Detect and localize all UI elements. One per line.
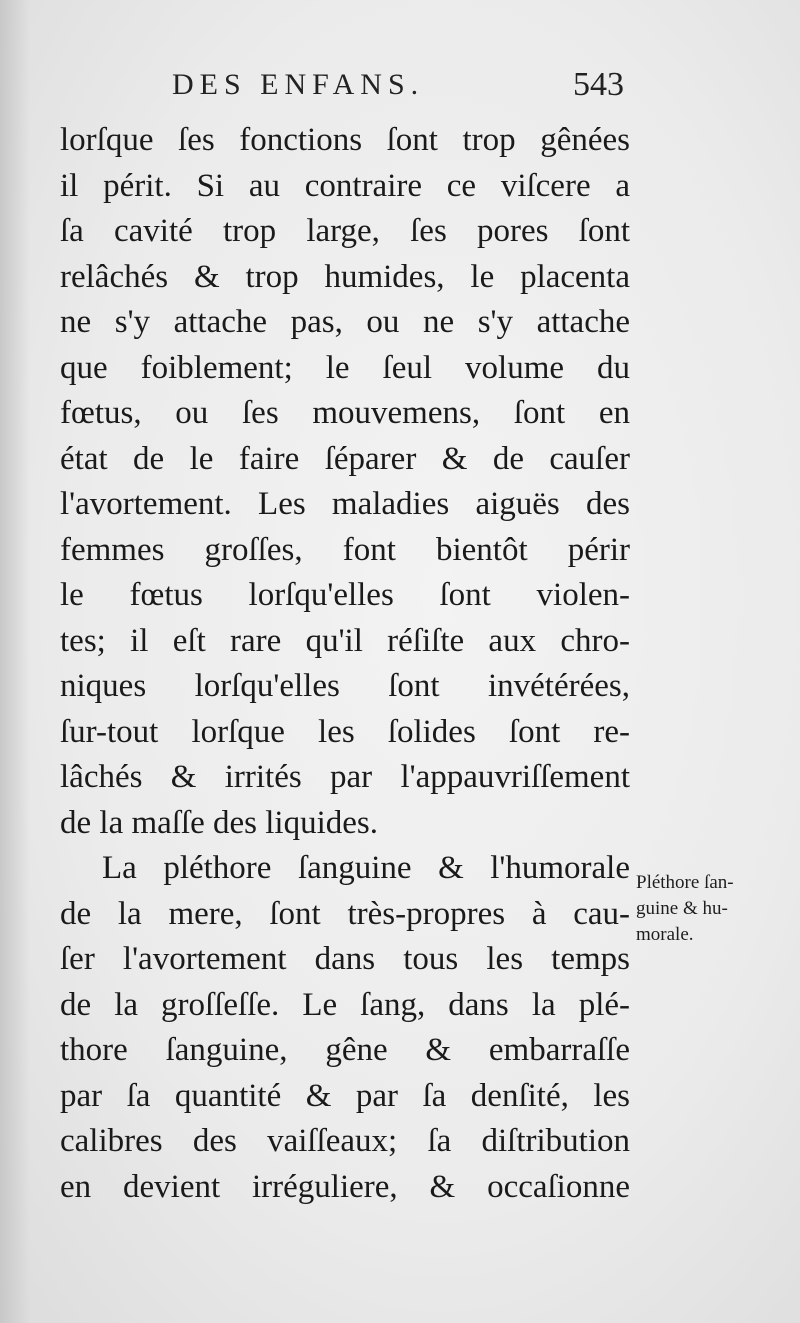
running-head: DES ENFANS. bbox=[172, 68, 425, 101]
text-line: lâchés & irrités par l'appauvriſſement bbox=[60, 759, 630, 795]
text-line: lorſque ſes fonctions ſont trop gênées bbox=[60, 122, 630, 158]
margin-note bbox=[636, 870, 786, 948]
text-line: tes; il eſt rare qu'il réſiſte aux chro- bbox=[60, 622, 630, 659]
text-line: ſa cavité trop large, ſes pores ſont bbox=[60, 213, 630, 249]
text-line: de la maſſe des liquides. bbox=[60, 804, 378, 841]
paragraph-1 bbox=[60, 118, 630, 846]
text-line: ſer l'avortement dans tous les temps bbox=[60, 941, 630, 977]
text-line: La pléthore ſanguine & l'humorale bbox=[102, 850, 630, 886]
page-number: 543 bbox=[573, 66, 624, 103]
body-text bbox=[60, 118, 630, 1210]
text-line: en devient irréguliere, & occaſionne bbox=[60, 1168, 630, 1205]
gutter-shadow bbox=[0, 0, 30, 1323]
text-line: calibres des vaiſſeaux; ſa diſtribution bbox=[60, 1123, 630, 1159]
text-line: relâchés & trop humides, le placenta bbox=[60, 258, 630, 295]
text-line: ſur-tout lorſque les ſolides ſont re- bbox=[60, 713, 630, 750]
paragraph-2 bbox=[60, 846, 630, 1210]
margin-note-line: Pléthore ſan- bbox=[636, 872, 734, 893]
text-line: thore ſanguine, gêne & embarraſſe bbox=[60, 1032, 630, 1068]
text-line: niques lorſqu'elles ſont invétérées, bbox=[60, 668, 630, 704]
text-line: que foiblement; le ſeul volume du bbox=[60, 349, 630, 386]
text-line: de la mere, ſont très-propres à cau- bbox=[60, 895, 630, 932]
text-line: fœtus, ou ſes mouvemens, ſont en bbox=[60, 395, 630, 431]
text-line: état de le faire ſéparer & de cauſer bbox=[60, 440, 630, 477]
text-line: le fœtus lorſqu'elles ſont violen- bbox=[60, 577, 630, 613]
text-line: par ſa quantité & par ſa denſité, les bbox=[60, 1077, 630, 1114]
text-line: femmes groſſes, font bientôt périr bbox=[60, 531, 630, 568]
page-header bbox=[60, 68, 630, 112]
text-line: de la groſſeſſe. Le ſang, dans la plé- bbox=[60, 986, 630, 1023]
text-line: l'avortement. Les maladies aiguës des bbox=[60, 486, 630, 522]
margin-note-line: morale. bbox=[636, 924, 694, 945]
margin-note-line: guine & hu- bbox=[636, 898, 728, 919]
text-line: ne s'y attache pas, ou ne s'y attache bbox=[60, 304, 630, 340]
text-line: il périt. Si au contraire ce viſcere a bbox=[60, 167, 630, 204]
